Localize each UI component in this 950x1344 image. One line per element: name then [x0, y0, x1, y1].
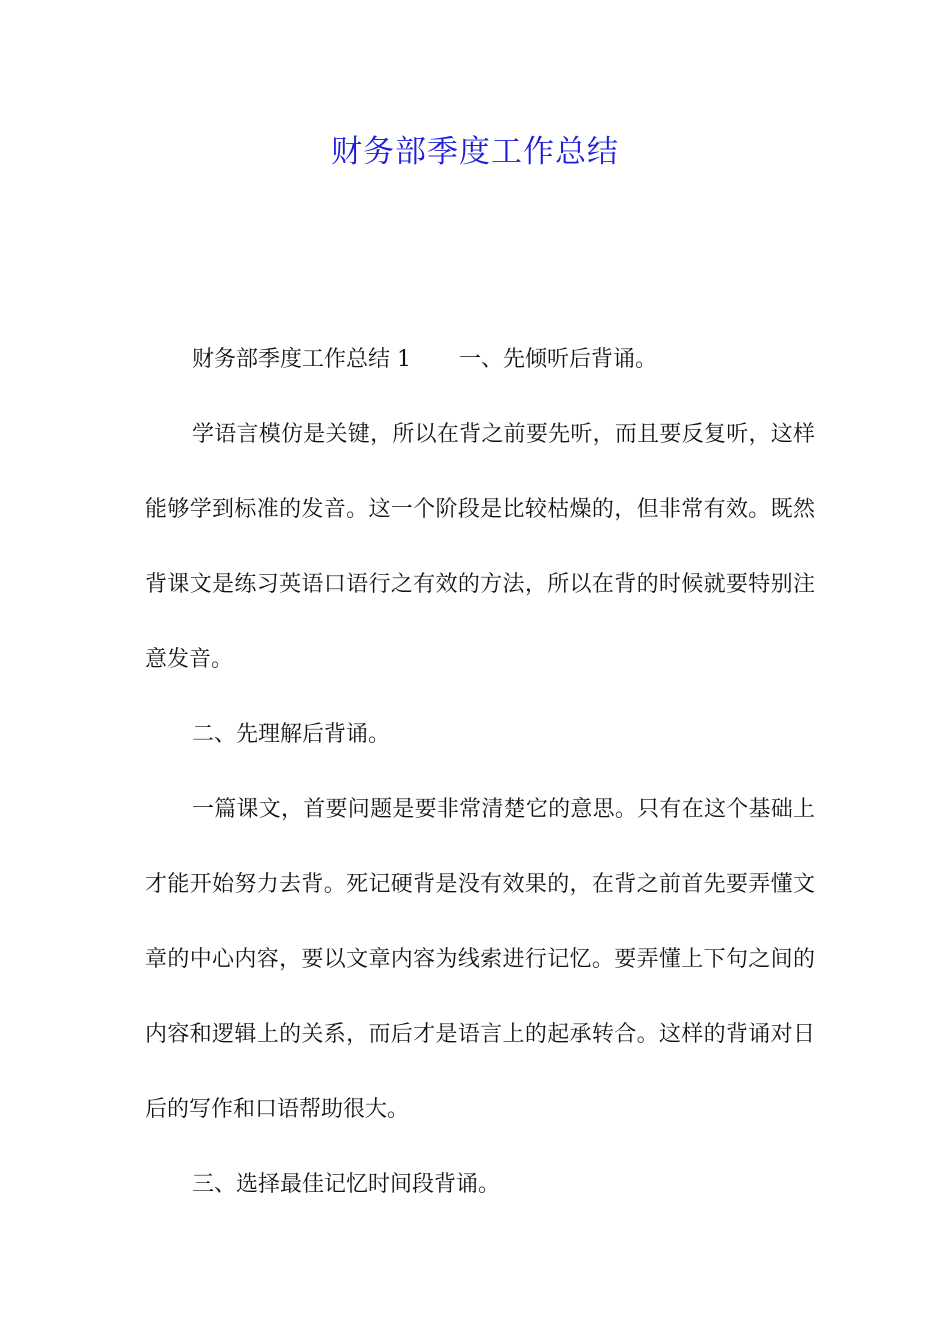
paragraph-2: 一篇课文，首要问题是要非常清楚它的意思。只有在这个基础上才能开始努力去背。死记硬背是没有效果的，在背之前首先要弄懂文章的中心内容，要以文章内容为线索进行记忆。要弄懂上下句之间的内容和逻辑上的关系，而后才是语言上的起承转合。这样的背诵对日后的写作和口语帮助很大。 — [145, 797, 815, 1122]
first-line — [145, 322, 815, 397]
point-heading-3: 三、选择最佳记忆时间段背诵。 — [192, 1172, 501, 1197]
point-heading-1: 一、先倾听后背诵。 — [459, 347, 658, 372]
document-title: 财务部季度工作总结 — [331, 134, 619, 170]
section-heading: 财务部季度工作总结 1 — [192, 347, 411, 372]
paragraph-1: 学语言模仿是关键，所以在背之前要先听，而且要反复听，这样能够学到标准的发音。这一个阶段是比较枯燥的，但非常有效。既然背课文是练习英语口语行之有效的方法，所以在背的时候就要特别注意发音。 — [145, 422, 815, 672]
point-heading-2: 二、先理解后背诵。 — [192, 722, 391, 747]
document-body — [145, 322, 815, 1222]
